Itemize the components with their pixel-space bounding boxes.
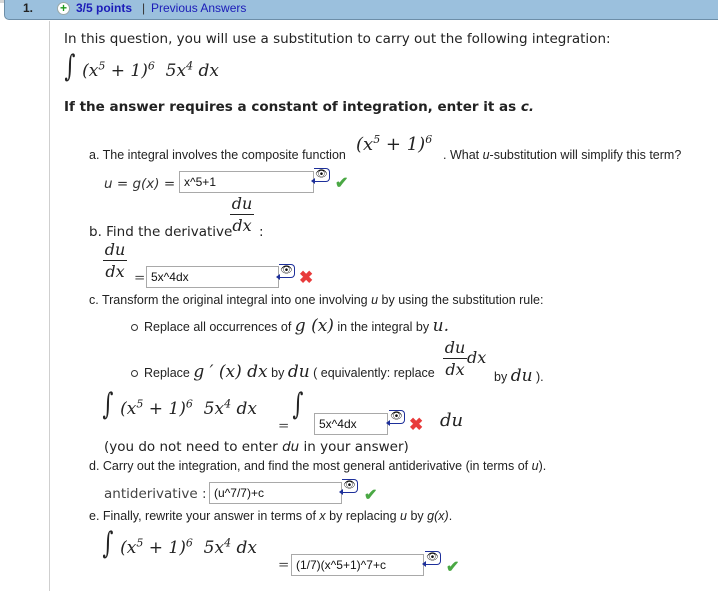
intro-text: In this question, you will use a substitution to carry out the following integration: <box>64 31 611 47</box>
part-e-prompt: e. Finally, rewrite your answer in terms of x by replacing u by g(x). <box>89 509 453 523</box>
du-label: du <box>440 410 464 431</box>
part-a-answer-input[interactable] <box>179 171 314 193</box>
header-separator: | <box>142 1 146 15</box>
part-c-answer-input[interactable] <box>314 413 388 435</box>
part-a-question: . What u-substitution will simplify this term? <box>443 148 682 162</box>
part-d-prompt: d. Carry out the integration, and find the most general antiderivative (in terms of u). <box>89 459 547 473</box>
part-e-integral: ∫ $(x^5 + 1)^6$ $5x^4$ dx <box>102 526 257 561</box>
dx-term: dx <box>467 348 487 367</box>
preview-icon[interactable]: 👁 <box>342 479 358 493</box>
bullet-icon <box>131 324 138 331</box>
question-number: 1. <box>23 1 34 15</box>
part-c-bullet-2: Replace g ′ (x) dx by du ( equivalently: replace <box>131 362 435 382</box>
previous-answers-link[interactable]: Previous Answers <box>151 1 247 15</box>
part-b-equals: = <box>134 270 146 286</box>
preview-icon[interactable]: 👁 <box>279 264 295 278</box>
part-c-prompt: c. Transform the original integral into one involving u by using the substitution rule: <box>89 293 544 307</box>
part-c-bullet-2-end: by du ). <box>494 366 544 386</box>
part-a-prompt: a. The integral involves the composite function <box>89 148 346 162</box>
part-a-label: u = g(x) = <box>104 176 176 192</box>
part-c-integral: ∫ $(x^5 + 1)^6$ $5x^4$ dx <box>102 387 257 422</box>
composite-function: $(x^5 + 1)^6$ <box>356 133 433 155</box>
cross-icon: ✖ <box>299 268 314 287</box>
plus-icon[interactable]: + <box>57 2 70 15</box>
question-header <box>4 0 718 20</box>
part-c-note: (you do not need to enter du in your answer) <box>104 439 409 455</box>
left-border <box>49 21 50 591</box>
part-c-equals: = <box>278 418 290 434</box>
points-score: 3/5 points <box>76 1 133 15</box>
integral-expression: $(x^5 + 1)^6$ $5x^4$ dx <box>82 59 219 81</box>
part-e-answer-input[interactable] <box>291 554 424 576</box>
integral-sign: ∫ <box>292 387 304 422</box>
check-icon: ✔ <box>335 175 349 192</box>
intro-integral: ∫ $(x^5 + 1)^6$ $5x^4$ dx <box>64 49 219 84</box>
du-dx-fraction: du dx <box>444 338 466 379</box>
du-dx-fraction: du dx <box>231 194 253 235</box>
part-d-answer-input[interactable] <box>209 482 342 504</box>
du-dx-label: du dx <box>104 240 126 281</box>
part-b-colon: : <box>259 224 264 240</box>
part-e-equals: = <box>278 557 290 573</box>
antiderivative-label: antiderivative : <box>104 486 207 502</box>
part-b-prompt: b. Find the derivative <box>89 224 233 240</box>
part-b-answer-input[interactable] <box>146 266 279 288</box>
check-icon: ✔ <box>364 487 378 504</box>
cross-icon: ✖ <box>409 415 424 434</box>
bullet-icon <box>131 370 138 377</box>
constant-note: If the answer requires a constant of integration, enter it as c. <box>64 99 535 115</box>
part-c-bullet-1: Replace all occurrences of g (x) in the integral by u. <box>131 316 449 336</box>
check-icon: ✔ <box>446 559 460 576</box>
preview-icon[interactable]: 👁 <box>425 551 441 565</box>
preview-icon[interactable]: 👁 <box>314 168 330 182</box>
preview-icon[interactable]: 👁 <box>389 410 405 424</box>
